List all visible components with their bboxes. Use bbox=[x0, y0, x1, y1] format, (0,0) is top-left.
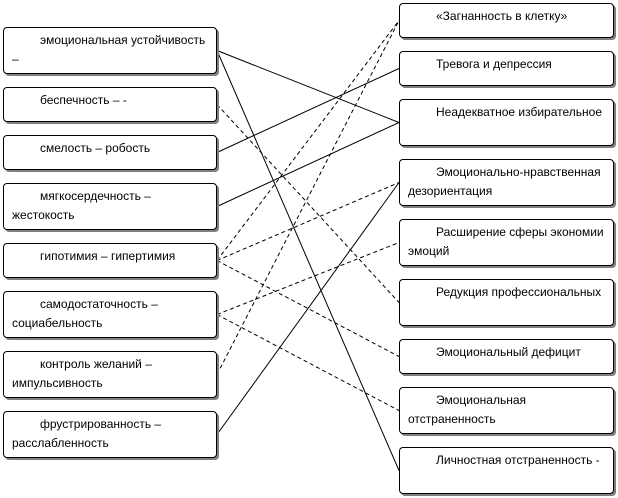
right-box-moral-disorientation: Эмоционально-нравственная дезориентация bbox=[399, 159, 614, 206]
left-box-self-sufficiency-sociability: самодостаточность – социабельность bbox=[3, 291, 217, 338]
left-box-courage-timidity: смелость – робость bbox=[3, 135, 217, 170]
connector-L5-R1 bbox=[217, 21, 399, 261]
left-box-emotional-stability: эмоциональная устойчивость – bbox=[3, 27, 217, 74]
connector-L1-R9 bbox=[217, 51, 399, 471]
connector-L7-R1 bbox=[217, 21, 399, 375]
right-box-emotional-deficit: Эмоциональный дефицит bbox=[399, 339, 614, 374]
left-box-desire-control-impulsivity: контроль желаний – импульсивность bbox=[3, 351, 217, 398]
right-box-cornered: «Загнанность в клетку» bbox=[399, 3, 614, 38]
right-box-inadequate-selective: Неадекватное избирательное bbox=[399, 99, 614, 146]
left-box-hypothymia-hyperthymia: гипотимия – гипертимия bbox=[3, 243, 217, 278]
left-box-frustration-relaxation: фрустрированность – расслабленность bbox=[3, 411, 217, 458]
right-box-personal-detachment: Личностная отстраненность - bbox=[399, 447, 614, 494]
connector-L2-R6 bbox=[217, 105, 399, 303]
connector-L1-R3 bbox=[217, 51, 399, 123]
left-box-carelessness: беспечность – - bbox=[3, 87, 217, 122]
connector-L6-R5 bbox=[217, 243, 399, 315]
connector-L3-R2 bbox=[217, 69, 399, 153]
right-box-emotion-economy: Расширение сферы экономии эмоций bbox=[399, 219, 614, 266]
right-box-emotional-detachment: Эмоциональная отстраненность bbox=[399, 387, 614, 434]
connector-L8-R4 bbox=[217, 183, 399, 435]
right-box-anxiety-depression: Тревога и депрессия bbox=[399, 51, 614, 86]
right-box-professional-reduction: Редукция профессиональных bbox=[399, 279, 614, 326]
left-box-softheartedness-cruelty: мягкосердечность – жестокость bbox=[3, 183, 217, 230]
